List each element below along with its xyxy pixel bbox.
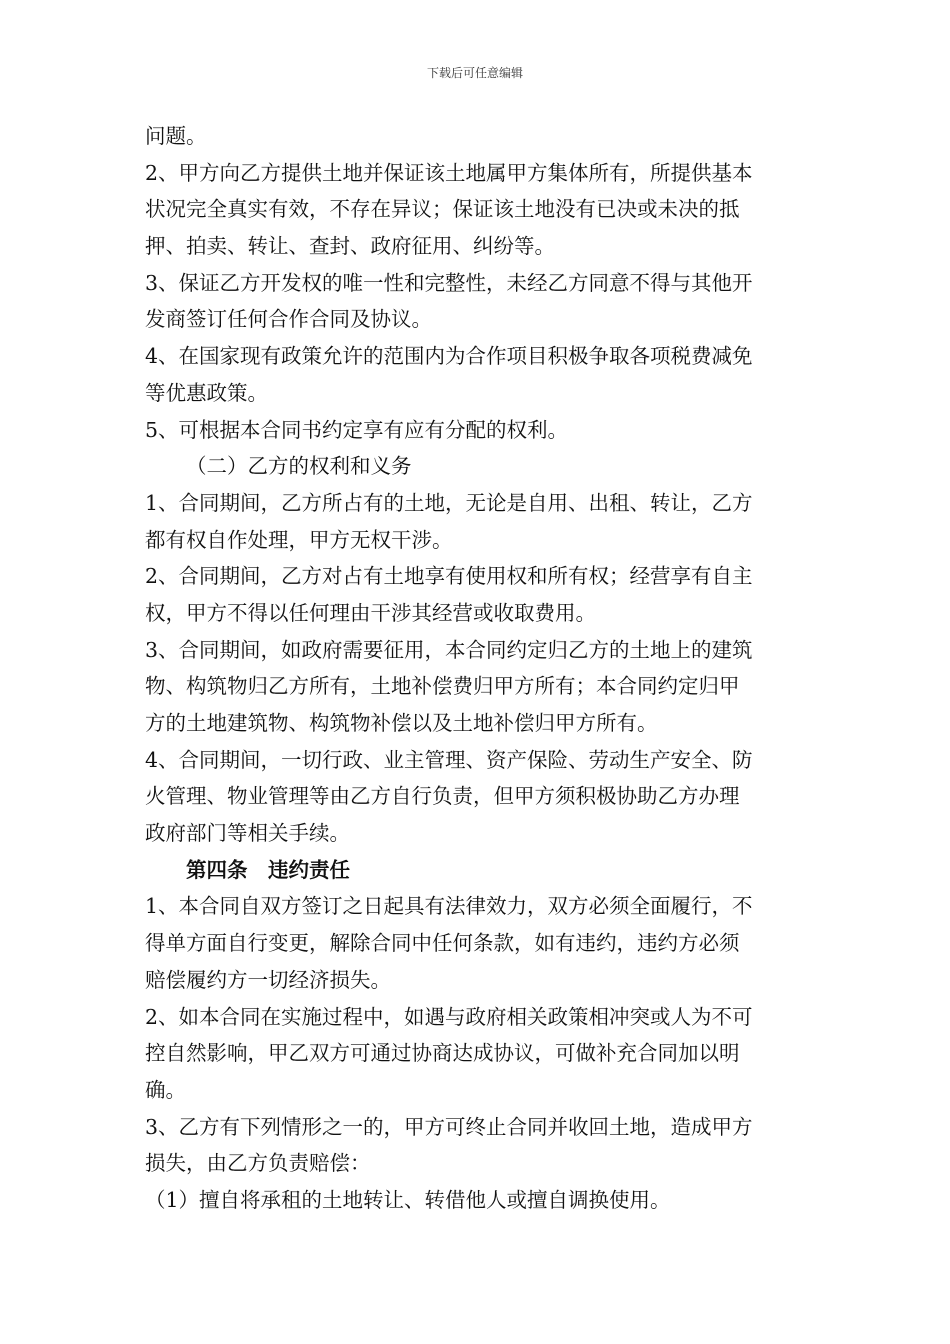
paragraph-line: 火管理、物业管理等由乙方自行负责，但甲方须积极协助乙方办理 xyxy=(145,784,740,809)
page-header: 下载后可任意编辑 xyxy=(426,66,523,80)
section-heading: 第四条 违约责任 xyxy=(186,857,350,882)
paragraph-line: 4、在国家现有政策允许的范围内为合作项目积极争取各项税费减免 xyxy=(145,344,753,369)
paragraph-line: 等优惠政策。 xyxy=(145,380,268,405)
paragraph-line: 3、保证乙方开发权的唯一性和完整性，未经乙方同意不得与其他开 xyxy=(145,270,753,295)
paragraph-line: 问题。 xyxy=(145,124,207,148)
paragraph-line: 2、甲方向乙方提供土地并保证该土地属甲方集体所有，所提供基本 xyxy=(145,160,753,185)
paragraph-line: 状况完全真实有效，不存在异议；保证该土地没有已决或未决的抵 xyxy=(145,197,740,222)
paragraph-line: 3、合同期间，如政府需要征用，本合同约定归乙方的土地上的建筑 xyxy=(145,637,753,662)
paragraph-line: 1、合同期间，乙方所占有的土地，无论是自用、出租、转让，乙方 xyxy=(145,490,753,515)
paragraph-line: 控自然影响，甲乙双方可通过协商达成协议，可做补充合同加以明 xyxy=(145,1041,740,1066)
paragraph-line: 发商签订任何合作合同及协议。 xyxy=(145,307,432,332)
paragraph-line: 赔偿履约方一切经济损失。 xyxy=(145,967,391,992)
paragraph-line: 5、可根据本合同书约定享有应有分配的权利。 xyxy=(145,417,569,442)
paragraph-line: 2、如本合同在实施过程中，如遇与政府相关政策相冲突或人为不可 xyxy=(145,1004,753,1029)
paragraph-line: 1、本合同自双方签订之日起具有法律效力，双方必须全面履行，不 xyxy=(145,894,753,919)
paragraph-line: （1）擅自将承租的土地转让、转借他人或擅自调换使用。 xyxy=(145,1187,671,1212)
paragraph-line: 押、拍卖、转让、查封、政府征用、纠纷等。 xyxy=(145,234,555,259)
paragraph-line: 4、合同期间，一切行政、业主管理、资产保险、劳动生产安全、防 xyxy=(145,747,753,772)
document-body xyxy=(145,118,810,1219)
paragraph-line: 政府部门等相关手续。 xyxy=(145,821,350,846)
paragraph-line: 2、合同期间，乙方对占有土地享有使用权和所有权；经营享有自主 xyxy=(145,564,753,589)
paragraph-line: （二）乙方的权利和义务 xyxy=(186,454,412,479)
paragraph-line: 3、乙方有下列情形之一的，甲方可终止合同并收回土地，造成甲方 xyxy=(145,1114,753,1139)
paragraph-line: 方的土地建筑物、构筑物补偿以及土地补偿归甲方所有。 xyxy=(145,711,658,735)
paragraph-line: 损失，由乙方负责赔偿： xyxy=(145,1151,371,1176)
paragraph-line: 得单方面自行变更，解除合同中任何条款，如有违约，违约方必须 xyxy=(145,931,740,956)
paragraph-line: 权，甲方不得以任何理由干涉其经营或收取费用。 xyxy=(145,600,596,625)
paragraph-line: 都有权自作处理，甲方无权干涉。 xyxy=(145,527,453,552)
paragraph-line: 物、构筑物归乙方所有，土地补偿费归甲方所有；本合同约定归甲 xyxy=(145,674,740,699)
paragraph-line: 确。 xyxy=(145,1077,186,1102)
